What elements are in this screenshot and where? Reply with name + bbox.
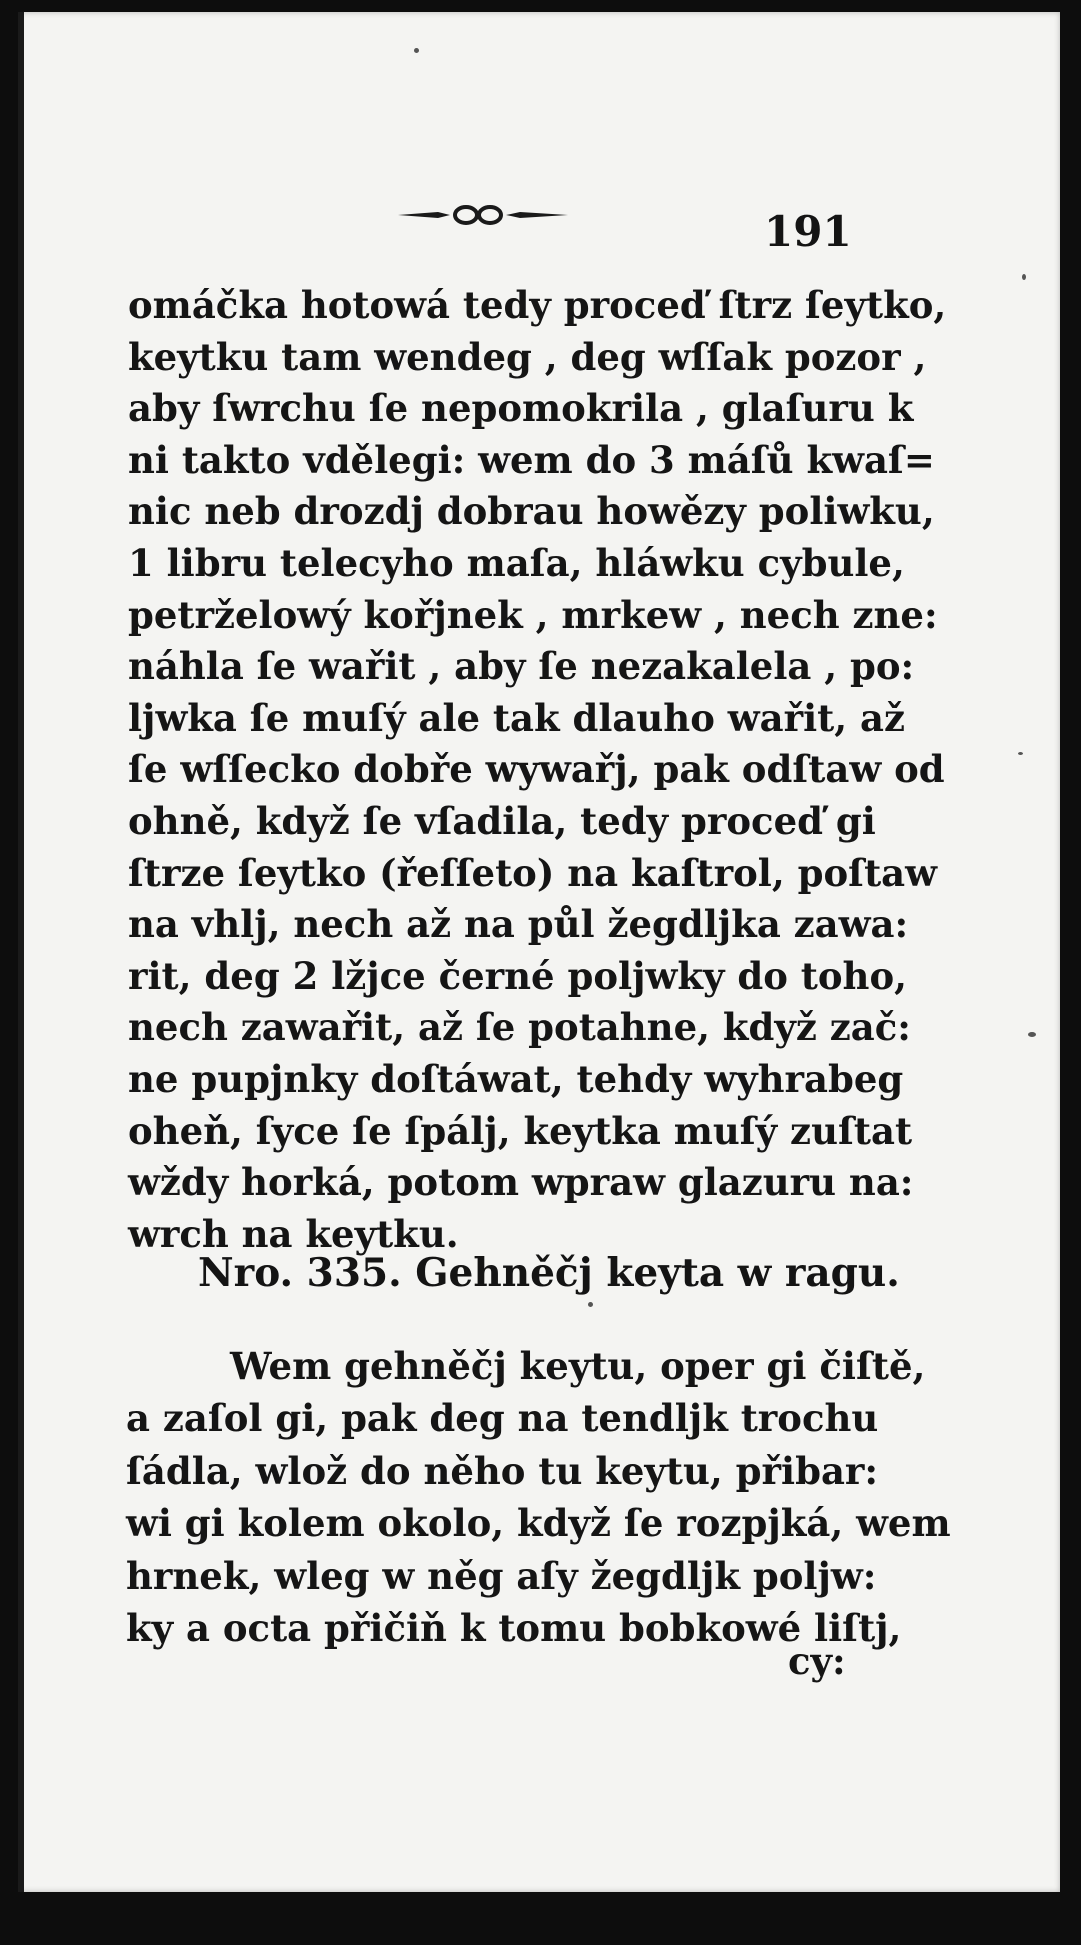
recipe-line: Wem gehněčj keytu, oper gi čiſtě, (230, 1344, 926, 1388)
text-line: na vhlj, nech až na půl žegdljka zawa: (128, 902, 909, 947)
paper-speck (1028, 1032, 1036, 1037)
text-line: ne pupjnky doſtáwat, tehdy wyhrabeg (128, 1056, 904, 1101)
catchword: cy: (788, 1639, 846, 1683)
recipe-line: wi gi kolem okolo, když ſe rozpjká, wem (126, 1501, 951, 1546)
page-number: 191 (764, 207, 852, 256)
body-text (128, 280, 947, 1260)
text-line: nech zawařit, až ſe potahne, když zač: (128, 1005, 911, 1050)
recipe-line: ky a octa přičiň k tomu bobkowé liſtj, (126, 1606, 902, 1651)
paper-speck (588, 1302, 593, 1307)
text-line: aby ſwrchu ſe nepomokrila , glaſuru k (128, 386, 914, 431)
text-line: ſe wſſecko dobře wywařj, pak odſtaw od (128, 747, 945, 792)
text-line: nic neb drozdj dobrau howězy poliwku, (128, 489, 935, 534)
text-line: ohně, když ſe vſadila, tedy proceď gi (128, 798, 876, 843)
text-line: ſtrze ſeytko (řeſſeto) na kaſtrol, poſtaw (128, 850, 937, 895)
recipe-line: a zaſol gi, pak deg na tendljk trochu (126, 1396, 879, 1441)
recipe-heading: Nro. 335. Gehněčj keyta w ragu. (198, 1250, 900, 1296)
page-edge (18, 12, 24, 1892)
header-ornament (398, 200, 568, 230)
recipe-line: ſádla, wlož do něho tu keytu, přibar: (126, 1448, 879, 1493)
paper-speck (414, 48, 419, 53)
text-line: petrželowý kořjnek , mrkew , nech zne: (128, 592, 938, 637)
recipe-line: hrnek, wleg w něg aſy žegdljk poljw: (126, 1553, 877, 1598)
text-line: ni takto vdělegi: wem do 3 máſů kwaſ= (128, 437, 935, 482)
text-line: ljwka ſe muſý ale tak dlauho wařit, až (128, 695, 905, 740)
text-line: oheň, ſyce ſe ſpálj, keytka muſý zuſtat (128, 1108, 913, 1153)
text-line: wrch na keytku. (128, 1211, 459, 1256)
text-line: rit, deg 2 lžjce černé poljwky do toho, (128, 953, 908, 998)
book-page (18, 12, 1060, 1892)
recipe-body (126, 1340, 951, 1654)
paper-speck (1022, 274, 1026, 280)
text-line: wždy horká, potom wpraw glazuru na: (128, 1160, 914, 1205)
text-line: omáčka hotowá tedy proceď ſtrz ſeytko, (128, 283, 947, 327)
text-line: keytku tam wendeg , deg wſſak pozor , (128, 334, 927, 379)
text-line: náhla ſe wařit , aby ſe nezakalela , po: (128, 644, 915, 689)
paper-speck (1018, 752, 1023, 755)
text-line: 1 libru telecyho maſa, hláwku cybule, (128, 540, 905, 585)
